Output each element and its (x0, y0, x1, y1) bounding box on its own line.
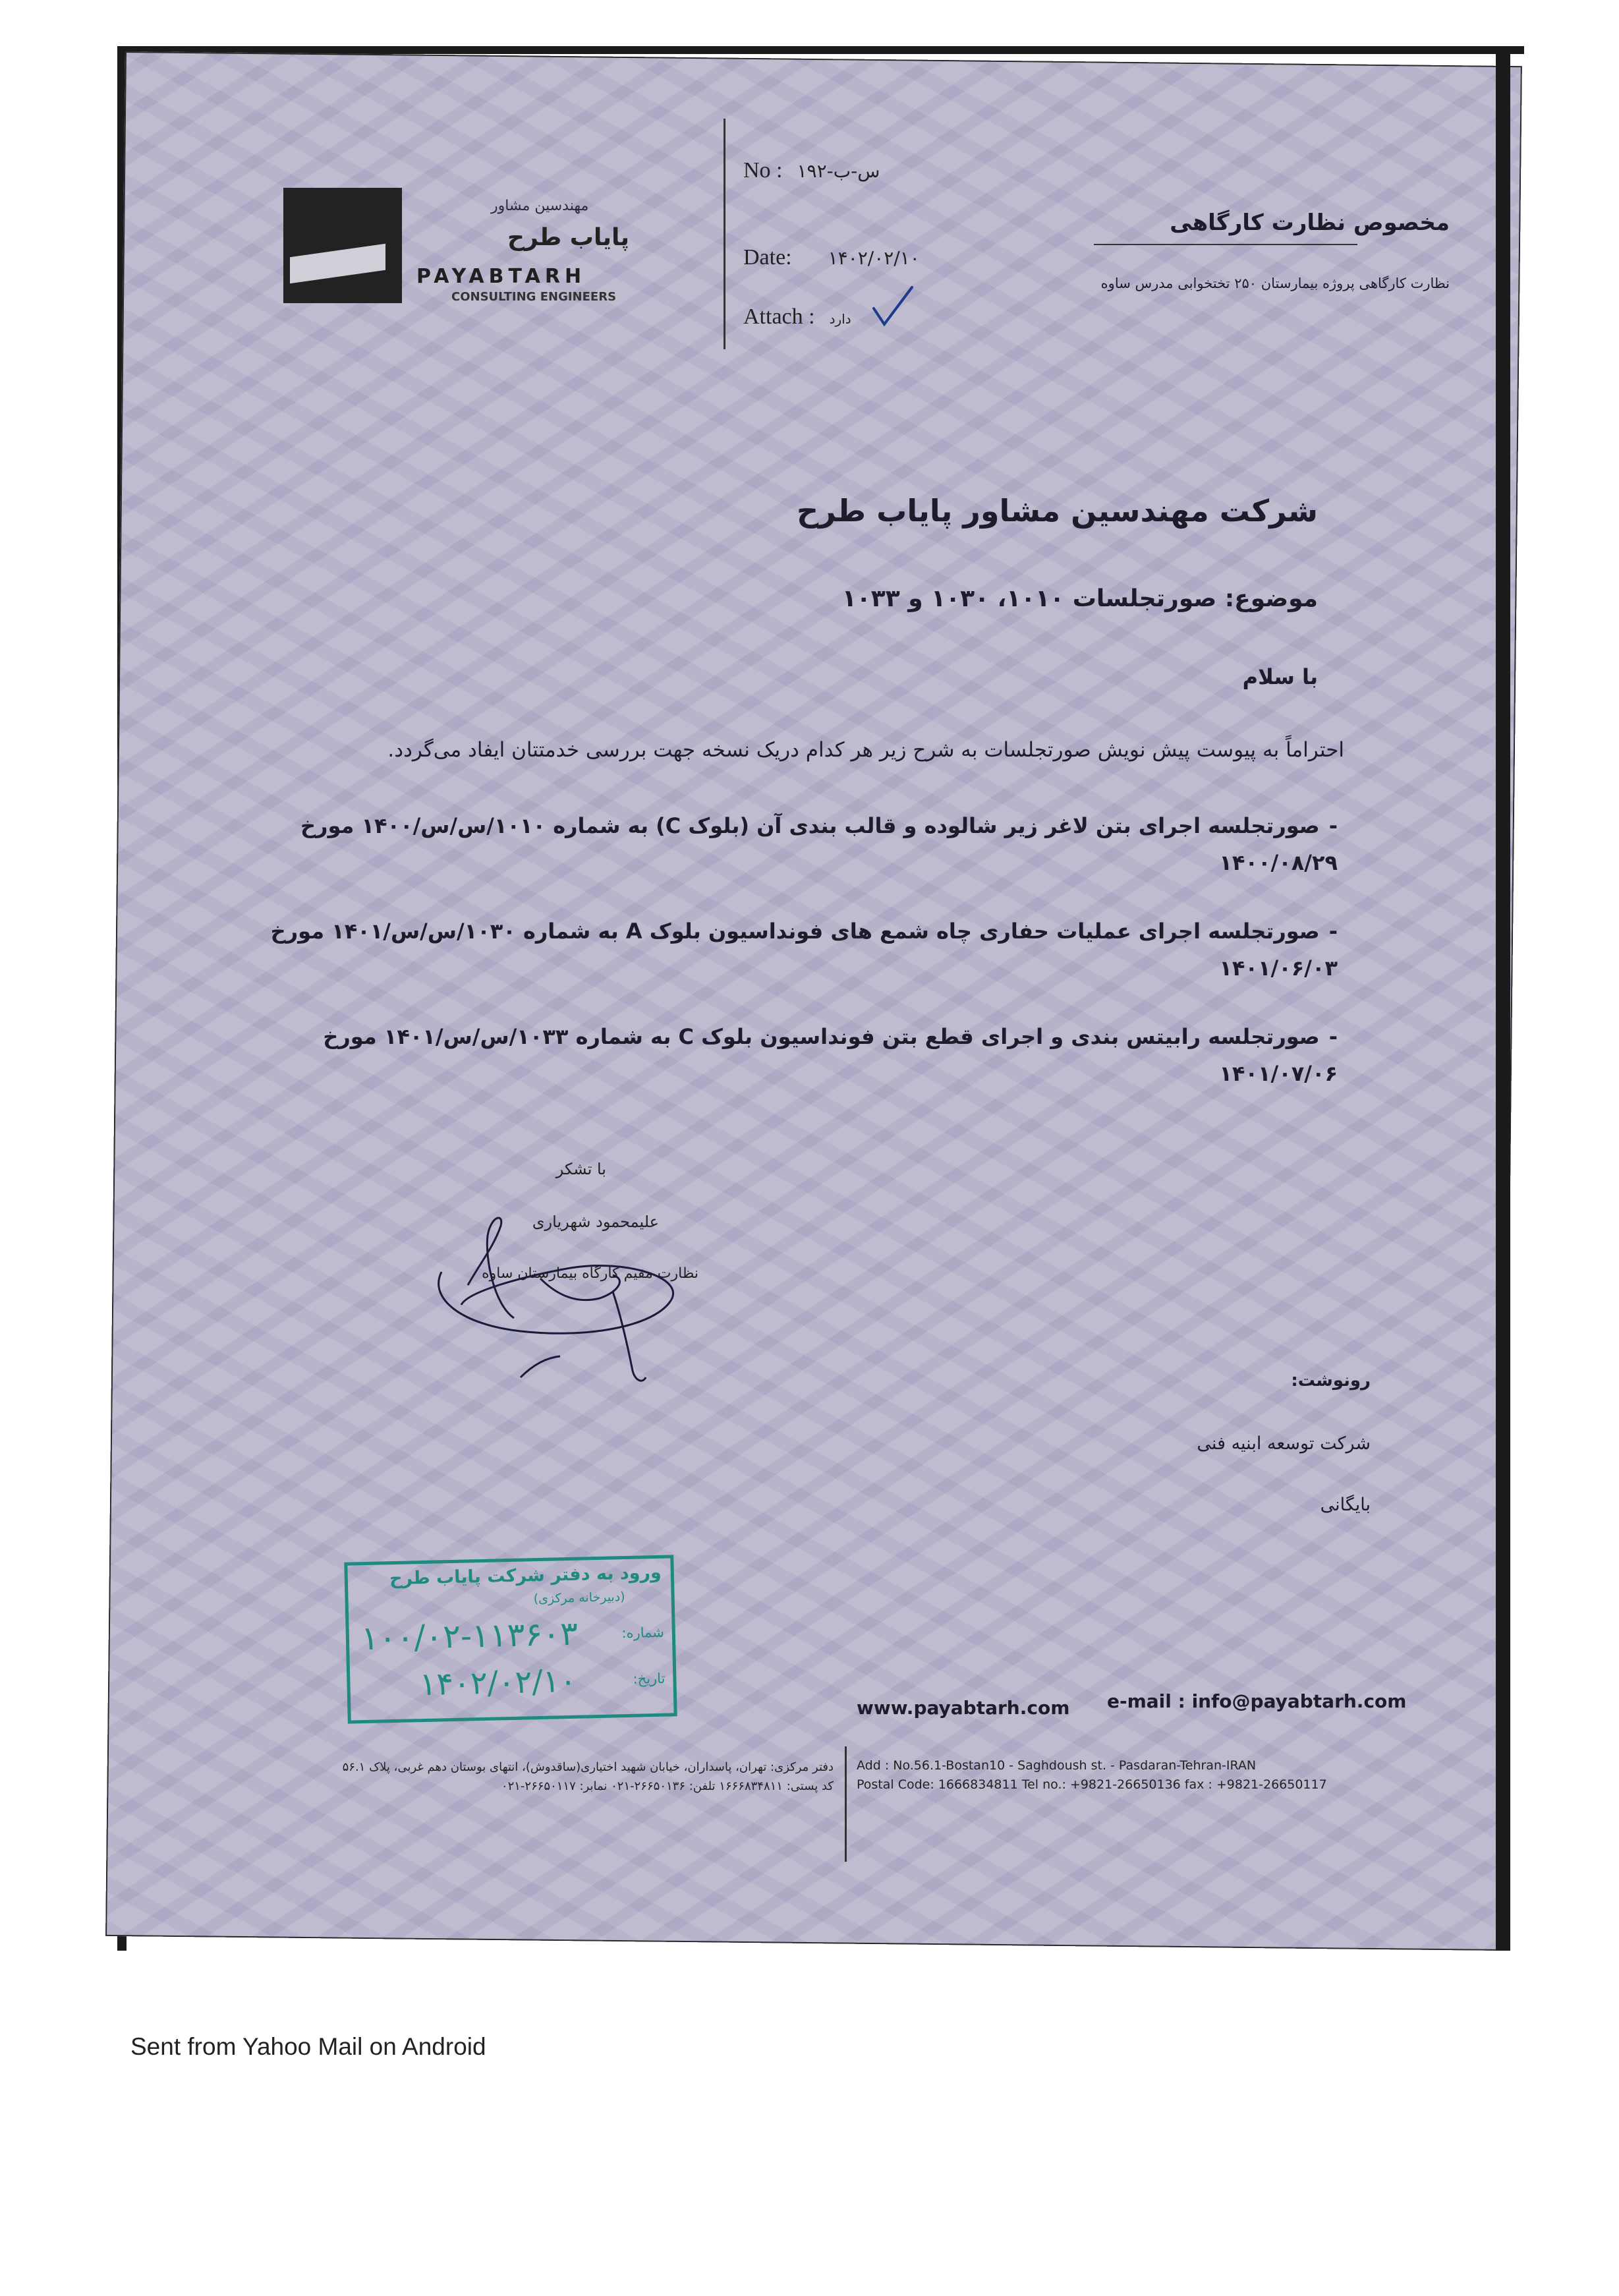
cc-title: رونوشت: (1291, 1371, 1371, 1391)
handwritten-signature (422, 1199, 698, 1397)
footer-divider (845, 1746, 847, 1862)
logo-persian-name: پایاب طرح (507, 224, 630, 251)
header-divider (724, 119, 725, 349)
address-english (857, 1756, 1327, 1795)
header-title: مخصوص نظارت کارگاهی (1170, 210, 1450, 236)
checkmark-icon (870, 283, 916, 330)
address-persian (204, 1758, 834, 1796)
letter-date-value: ۱۴۰۲/۰۲/۱۰ (828, 247, 920, 269)
stamp-number-value: ۱۰۰/۰۲-۱۱۳۶۰۳ (360, 1614, 579, 1658)
entry-stamp (344, 1555, 677, 1723)
cc-recipient: شرکت توسعه ابنیه فنی (1197, 1433, 1371, 1454)
letter-number-value: ۱۹۲-س-ب (797, 160, 880, 182)
scanned-letter (105, 51, 1522, 1951)
list-item-date: ۱۴۰۰/۰۸/۲۹ (1219, 850, 1338, 875)
signature-name: علیمحمود شهریاری (532, 1213, 659, 1231)
address-persian-line: کد پستی: ۱۶۶۶۸۳۴۸۱۱ تلفن: ۲۶۶۵۰۱۳۶-۰۲۱ نمابر: ۲۶۶۵۰۱۱۷-۰۲۱ (501, 1779, 834, 1793)
letter-subject: موضوع: صورتجلسات ۱۰۱۰، ۱۰۳۰ و ۱۰۳۳ (841, 585, 1318, 612)
logo-persian-caption: مهندسین مشاور (491, 198, 589, 214)
stamp-title: ورود به دفتر شرکت پایاب طرح (389, 1562, 662, 1590)
list-item-text: صورتجلسه رابیتس بندی و اجرای قطع بتن فونداسیون بلوک C به شماره ۱۰۳۳/س/س/۱۴۰۱ مورخ ۱۴۰۱/۰۷/۰۶ (323, 1024, 1338, 1086)
address-persian-line: دفتر مرکزی: تهران، پاسداران، خیابان شهید اختیاری(ساقدوش)، انتهای بوستان دهم غربی، پلاک ۵۶.۱ (342, 1760, 834, 1774)
letter-attach-label: Attach : (743, 304, 815, 329)
letter-date-label: Date: (743, 245, 792, 270)
list-item-date: ۱۴۰۱/۰۶/۰۳ (1219, 956, 1338, 981)
mail-signature: Sent from Yahoo Mail on Android (130, 2033, 486, 2060)
website-link: www.payabtarh.com (857, 1697, 1070, 1719)
logo-english-caption: CONSULTING ENGINEERS (451, 290, 617, 304)
scan-border (117, 46, 1524, 54)
stamp-subtitle: (دبیرخانه مرکزی) (533, 1590, 625, 1607)
company-logo (283, 188, 402, 303)
recipient-company: شرکت مهندسین مشاور پایاب طرح (796, 493, 1318, 529)
letter-attach (743, 304, 851, 330)
list-item: -صورتجلسه اجرای بتن لاغر زیر شالوده و قالب بندی آن (بلوک C) به شماره ۱۰۱۰/س/س/۱۴۰۰ مورخ ۱۴۰۰/۰۸/۲۹ (217, 807, 1338, 881)
signature-thanks: با تشکر (555, 1160, 606, 1178)
header-title-underline (1094, 244, 1357, 245)
letter-number (743, 158, 880, 183)
letter-date (743, 245, 920, 270)
address-english-line: Add : No.56.1-Bostan10 - Saghdoush st. - Pasdaran-Tehran-IRAN (857, 1758, 1257, 1773)
list-item: -صورتجلسه رابیتس بندی و اجرای قطع بتن فونداسیون بلوک C به شماره ۱۰۳۳/س/س/۱۴۰۱ مورخ ۱۴۰۱/۰۷/۰۶ (323, 1024, 1338, 1086)
list-item-text: صورتجلسه اجرای بتن لاغر زیر شالوده و قالب بندی آن (بلوک C) به شماره ۱۰۱۰/س/س/۱۴۰۰ مورخ (300, 813, 1320, 838)
signature-block (422, 1160, 698, 1397)
email-address: e-mail : info@payabtarh.com (1107, 1690, 1407, 1712)
address-english-line: Postal Code: 1666834811 Tel no.: +9821-26650136 fax : +9821-26650117 (857, 1777, 1327, 1793)
cc-archive: بایگانی (1320, 1495, 1371, 1515)
letter-number-label: No : (743, 158, 783, 183)
signature-role: نظارت مقیم کارگاه بیمارستان ساوه (482, 1265, 698, 1282)
list-item: -صورتجلسه اجرای عملیات حفاری چاه شمع های فونداسیون بلوک A به شماره ۱۰۳۰/س/س/۱۴۰۱ مورخ ۱۴۰۱/۰۶/۰۳ (217, 913, 1338, 987)
logo-english-name: PAYABTARH (416, 265, 586, 288)
intro-paragraph: احتراماً به پیوست پیش نویش صورتجلسات به شرح زیر هر کدام دریک نسخه جهت بررسی خدمتتان ایفاد می‌گردد. (387, 738, 1344, 762)
scan-border (1496, 46, 1510, 1951)
stamp-date-value: ۱۴۰۲/۰۲/۱۰ (418, 1662, 577, 1704)
list-item-text: صورتجلسه اجرای عملیات حفاری چاه شمع های فونداسیون بلوک A به شماره ۱۰۳۰/س/س/۱۴۰۱ مورخ (270, 919, 1320, 944)
header-subtitle: نظارت کارگاهی پروژه بیمارستان ۲۵۰ تختخوابی مدرس ساوه (1100, 275, 1450, 291)
letter-attach-value: دارد (829, 311, 851, 327)
greeting: با سلام (1242, 664, 1318, 689)
stamp-number-label: شماره: (621, 1624, 665, 1642)
stamp-date-label: تاریخ: (633, 1670, 666, 1687)
